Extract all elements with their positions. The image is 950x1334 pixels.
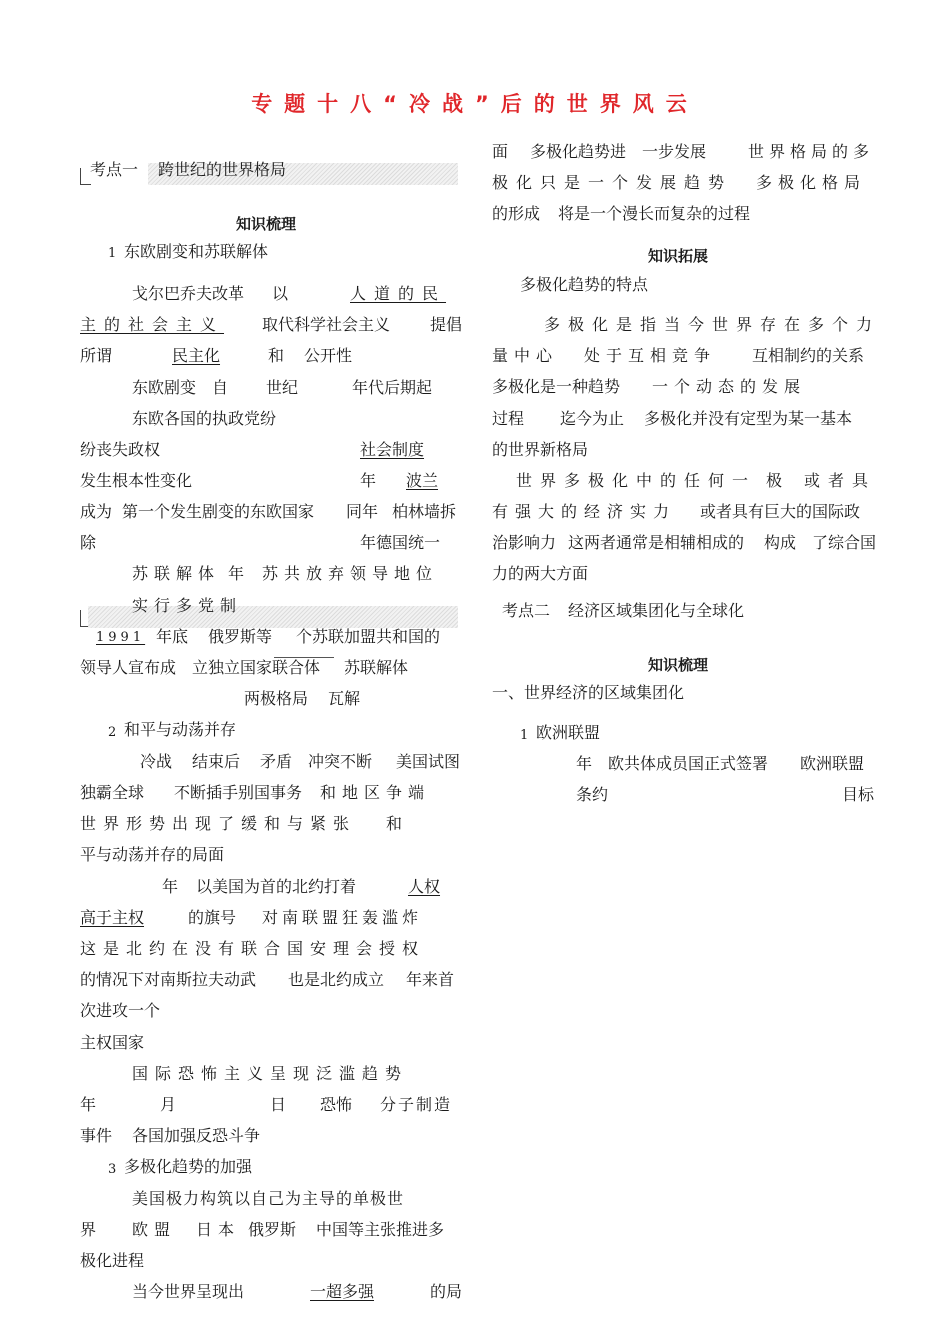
text-span: 自: [212, 378, 229, 397]
kaodian2-title: 经济区域集团化与全球化: [568, 601, 745, 620]
s2-num: 2: [108, 725, 117, 740]
text-span: 的旗号: [188, 908, 237, 927]
text-span: 恐怖: [320, 1095, 353, 1114]
s1-num: 1: [108, 246, 117, 261]
text-span: 实行多党制: [132, 596, 243, 615]
text-span: 提倡: [430, 315, 463, 334]
text-span: 多极化是指当今世界存在多个力: [544, 315, 881, 334]
section-heading-zhishi-shuli: 知识梳理: [236, 215, 297, 233]
text-span: 过程: [492, 409, 525, 428]
text-span: 或者具: [804, 471, 877, 490]
s1-heading: 东欧剧变和苏联解体: [124, 242, 269, 261]
text-span: 结束后: [192, 752, 241, 771]
text-span: 欧洲联盟: [800, 754, 865, 773]
text-span: 东欧剧变: [132, 378, 197, 397]
text-span: 这是北约在没有联合国安理会授权: [80, 939, 426, 958]
underlined-year: 1991: [96, 630, 146, 645]
text-span: 处于互相竞争: [584, 346, 717, 365]
text-span: 年来首: [406, 970, 455, 989]
text-span: 事件: [80, 1126, 113, 1145]
text-span: 多极化并没有定型为某一基本: [644, 409, 853, 428]
eu-num: 1: [520, 728, 529, 743]
text-span: 第一个发生剧变的东欧国家: [122, 502, 315, 521]
underlined-answer: 波兰: [406, 471, 439, 490]
kaodian2-label: 考点二: [502, 601, 551, 620]
text-span: 力的两大方面: [492, 564, 589, 583]
kaodian1-title: 跨世纪的世界格局: [158, 160, 287, 179]
eu-heading: 欧洲联盟: [536, 723, 601, 742]
text-span: 领导人宣布成: [80, 658, 177, 677]
text-span: 除: [80, 533, 97, 552]
text-span: 和地区争端: [320, 783, 431, 802]
text-span: 苏联解体: [344, 658, 409, 677]
text-span: 发生根本性变化: [80, 471, 193, 490]
text-span: 量中心: [492, 346, 559, 365]
underlined-answer: 人道的民: [350, 284, 447, 303]
text-span: 取代科学社会主义: [262, 315, 391, 334]
text-span: 所谓: [80, 346, 113, 365]
section-heading-zhishi-tuozhan: 知识拓展: [648, 247, 709, 265]
text-span: 主权国家: [80, 1033, 145, 1052]
text-span: 个苏联加盟共和国的: [296, 627, 441, 646]
text-span: 两极格局: [244, 689, 309, 708]
underlined-answer: 民主化: [172, 346, 221, 365]
text-span: 也是北约成立: [288, 970, 385, 989]
text-span: 欧盟: [132, 1220, 177, 1239]
text-span: 年: [162, 877, 179, 896]
text-span: 日: [270, 1095, 287, 1114]
text-span: 柏林墙拆: [392, 502, 457, 521]
text-span: 美国试图: [396, 752, 461, 771]
text-span: 东欧各国的执政党纷: [132, 409, 277, 428]
text-span: 的世界新格局: [492, 440, 589, 459]
text-span: 多极化趋势进: [530, 142, 627, 161]
text-span: 极化只是一个发展趋势: [492, 173, 733, 192]
text-span: 迄今为止: [560, 409, 625, 428]
text-span: 年: [576, 754, 593, 773]
text-span: 同年: [346, 502, 379, 521]
text-span: 立独立国家联合体: [192, 658, 321, 677]
text-span: 和: [268, 346, 285, 365]
tuozhan-heading: 多极化趋势的特点: [520, 275, 649, 294]
text-span: 苏共放弃领导地位: [262, 564, 439, 583]
text-span: 冷战: [140, 752, 173, 771]
text-span: 以: [272, 284, 289, 303]
page-title: 专题十八“冷战”后的世界风云: [251, 92, 699, 116]
text-span: 欧共体成员国正式签署: [608, 754, 769, 773]
text-span: 以美国为首的北约打着: [196, 877, 357, 896]
underlined-answer: 主的社会主义: [80, 315, 225, 334]
text-span: 世界多极化中的任何一: [516, 471, 757, 490]
text-span: 断插手别国事务: [190, 783, 303, 802]
part1-heading: 一、世界经济的区域集团化: [492, 683, 685, 702]
text-span: 矛盾: [260, 752, 293, 771]
text-span: 公开性: [304, 346, 353, 365]
text-span: 国际恐怖主义呈现泛滥趋势: [132, 1064, 409, 1083]
text-span: 年底: [156, 627, 189, 646]
text-span: 日本: [196, 1220, 241, 1239]
text-span: 多极化是一种趋势: [492, 377, 621, 396]
text-span: 一步发展: [642, 142, 707, 161]
underlined-answer: 人权: [408, 877, 441, 896]
text-span: 次进攻一个: [80, 1001, 161, 1020]
text-span: 条约: [576, 785, 609, 804]
text-span: 中国等主张推进多: [316, 1220, 445, 1239]
text-span: 不: [174, 783, 191, 802]
text-span: 的形成: [492, 204, 541, 223]
s2-heading: 和平与动荡并存: [124, 720, 237, 739]
text-span: 这两者通常是相辅相成的: [568, 533, 745, 552]
text-span: 美国极力构筑以自己为主导的单极世: [132, 1189, 405, 1208]
text-span: 极: [766, 471, 783, 490]
text-span: 的局: [430, 1282, 463, 1301]
text-span: 和: [386, 814, 403, 833]
text-span: 分子制造: [380, 1095, 453, 1114]
kaodian1-label: 考点一: [90, 160, 139, 179]
s3-num: 3: [108, 1162, 117, 1177]
text-span: 目标: [842, 785, 875, 804]
text-span: 多极化格局: [756, 173, 867, 192]
text-span: 一个动态的发展: [652, 377, 807, 396]
text-span: 当今世界呈现出: [132, 1282, 245, 1301]
text-span: 年代后期起: [352, 378, 433, 397]
underlined-answer: 高于主权: [80, 908, 145, 927]
s3-heading: 多极化趋势的加强: [124, 1157, 253, 1176]
text-span: 平与动荡并存的局面: [80, 845, 225, 864]
text-span: 苏联解体: [132, 564, 221, 583]
text-span: 构成: [764, 533, 797, 552]
section-heading-zhishi-shuli-2: 知识梳理: [648, 656, 709, 674]
text-span: 互相制约的关系: [752, 346, 865, 365]
text-span: 成为: [80, 502, 113, 521]
text-span: 年: [80, 1095, 97, 1114]
text-span: 俄罗斯等: [208, 627, 273, 646]
text-span: 治影响力: [492, 533, 557, 552]
text-span: 俄罗斯: [248, 1220, 297, 1239]
text-span: 月: [160, 1095, 177, 1114]
text-span: 戈尔巴乔夫改革: [132, 284, 245, 303]
text-span: 冲突不断: [308, 752, 373, 771]
text-span: 将是一个漫长而复杂的过程: [558, 204, 751, 223]
text-span: 瓦解: [328, 689, 361, 708]
text-span: 各国加强反恐斗争: [132, 1126, 261, 1145]
text-span: 世纪: [266, 378, 299, 397]
text-span: 年: [360, 471, 377, 490]
text-span: 极化进程: [80, 1251, 145, 1270]
text-span: 年德国统一: [360, 533, 441, 552]
text-span: 界: [80, 1220, 97, 1239]
text-span: 世界格局的多: [748, 142, 875, 161]
text-span: 纷丧失政权: [80, 440, 161, 459]
text-span: 年: [228, 564, 245, 583]
underlined-answer: 一超多强: [310, 1282, 375, 1301]
text-span: 有强大的经济实力: [492, 502, 677, 521]
text-span: 了综合国: [812, 533, 877, 552]
text-span: 独霸全球: [80, 783, 145, 802]
text-span: 世界形势出现了缓和与紧张: [80, 814, 357, 833]
text-span: 的情况下对南斯拉夫动武: [80, 970, 257, 989]
text-span: 或者具有巨大的国际政: [700, 502, 861, 521]
text-span: 对南联盟狂轰滥炸: [262, 908, 423, 927]
underlined-answer: 社会制度: [360, 440, 425, 459]
text-span: 面: [492, 142, 509, 161]
